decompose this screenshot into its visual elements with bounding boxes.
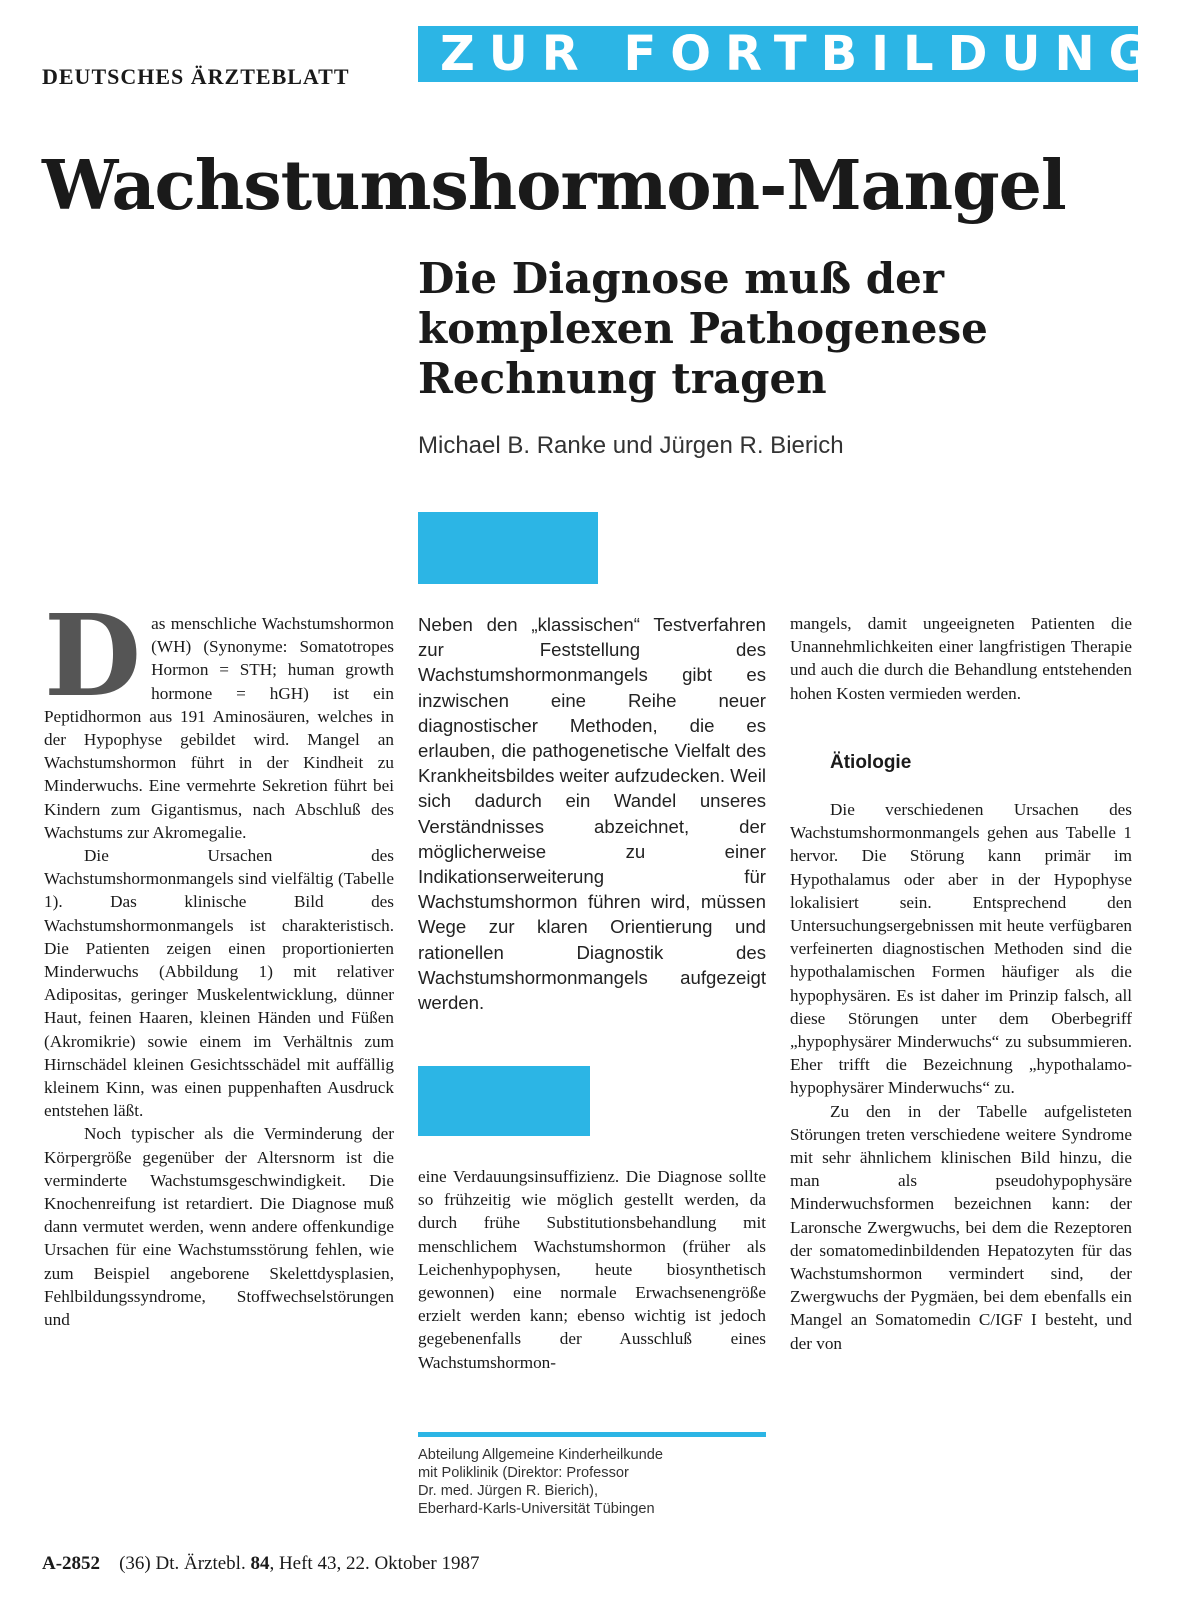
drop-cap: D bbox=[44, 591, 142, 722]
article-authors: Michael B. Ranke und Jürgen R. Bierich bbox=[418, 432, 844, 459]
paragraph: Die verschiedenen Ursachen des Wachstumshormonmangels gehen aus Tabelle 1 hervor. Die Störung kann primär im Hypothalamus oder aber in der Hypophyse lokalisiert sein. Entsprechend den Untersuchungsergebnissen mit heute verfügbaren verfeinerten diagnostischen Methoden sind die hypothalamischen Formen häufiger als die hypophysären. Es ist daher im Prinzip falsch, all diese Störungen unter dem Oberbegriff „hypophysärer Minderwuchs“ zu subsummieren. Eher trifft die Bezeichnung „hypothalamo-hypophysärer Minderwuchs“ zu. bbox=[790, 800, 1132, 1098]
decorative-blue-box bbox=[418, 1066, 590, 1136]
paragraph: eine Verdauungsinsuffizienz. Die Diagnose sollte so frühzeitig wie möglich gestellt werden, da durch frühe Substitutionsbehandlung mit menschlichem Wachstumshormon (früher als Leichenhypophysen, heute biosynthetisch gewonnen) eine normale Erwachsenengröße erzielt werden kann; ebenso wichtig ist jedoch gegebenenfalls der Ausschluß eines Wachstumshormon- bbox=[418, 1167, 766, 1372]
article-lead bbox=[418, 612, 766, 1015]
volume-number: 84 bbox=[250, 1553, 270, 1574]
column-3 bbox=[790, 612, 1132, 1355]
decorative-blue-box bbox=[418, 512, 598, 584]
section-label: ZUR FORTBILDUNG bbox=[440, 26, 1163, 82]
page-number: A-2852 bbox=[42, 1553, 101, 1574]
issue-info: , Heft 43, 22. Oktober 1987 bbox=[269, 1553, 480, 1574]
paragraph: mangels, damit ungeeigneten Patienten die Unannehmlichkeiten einer langfristigen Therapie und auch die durch die Behandlung entstehenden hohen Kosten vermieden werden. bbox=[790, 614, 1132, 703]
column-2 bbox=[418, 1165, 766, 1374]
paragraph: Das menschliche Wachstumshormon (WH) (Synonyme: Somatotropes Hormon = STH; human growth hormone = hGH) ist ein Peptidhormon aus 191 Aminosäuren, welches in der Hypophyse gebildet wird. Mangel an Wachstumshormon führt in der Kindheit zu Minderwuchs. Eine vermehrte Sekretion führt bei Kindern zum Gigantismus, nach Abschluß des Wachstums zur Akromegalie. bbox=[44, 591, 394, 842]
page-number-alt: (36) bbox=[119, 1553, 151, 1574]
section-banner bbox=[418, 26, 1163, 82]
journal-name: Dt. Ärztebl. bbox=[155, 1553, 246, 1574]
affiliation-divider bbox=[418, 1432, 766, 1437]
paragraph: Die Ursachen des Wachstumshormonmangels sind vielfältig (Tabelle 1). Das klinische Bild des Wachstumshormonmangels ist charakteristisch. Die Patienten zeigen einen proportionierten Minderwuchs (Abbildung 1) mit relativer Adipositas, geringer Muskelentwicklung, dünner Haut, feinen Haaren, kleinen Händen und Füßen (Akromikrie) sowie einem im Verhältnis zum Hirnschädel kleinen Gesichtsschädel mit auffällig kleinem Kinn, was einen puppenhaften Ausdruck entstehen läßt. bbox=[44, 846, 394, 1121]
author-affiliation: Abteilung Allgemeine Kinderheilkunde mit Poliklinik (Direktor: Professor Dr. med. Jürgen R. Bierich), Eberhard-Karls-Universität Tübingen bbox=[418, 1447, 664, 1517]
paragraph: Zu den in der Tabelle aufgelisteten Störungen treten verschiedene weitere Syndrome mit sehr ähnlichem klinischen Bild hinzu, die man als pseudohypophysäre Minderwuchsformen bezeichnen kann: der Laronsche Zwergwuchs, bei dem die Rezeptoren der somatomedinbildenden Hepatozyten für das Wachstumshormon vermindert sind, der Zwergwuchs der Pygmäen, bei dem ebenfalls ein Mangel an Somatomedin C/IGF I besteht, und der von bbox=[790, 1101, 1132, 1353]
column-1 bbox=[44, 591, 394, 1331]
section-heading: Ätiologie bbox=[830, 751, 912, 773]
lead-paragraph: Neben den „klassischen“ Testverfahren zur Feststellung des Wachstumshormonmangels gibt es inzwischen eine Reihe neuer diagnostischer Methoden, die es erlauben, die pathogenetische Vielfalt des Krankheitsbildes weiter aufzudecken. Weil sich dadurch ein Wandel unseres Verständnisses abzeichnet, der möglicherweise zu einer Indikationserweiterung für Wachstumshormon führen wird, müssen Wege zur klaren Orientierung und rationellen Diagnostik des Wachstumshormonmangels aufgezeigt werden. bbox=[418, 614, 766, 1014]
page-footer bbox=[42, 1553, 479, 1575]
article-title: Wachstumshormon-Mangel bbox=[42, 146, 1066, 226]
publication-masthead: DEUTSCHES ÄRZTEBLATT bbox=[42, 64, 350, 89]
paragraph: Noch typischer als die Verminderung der Körpergröße gegenüber der Altersnorm ist die verminderte Wachstumsgeschwindigkeit. Die Knochenreifung ist retardiert. Die Diagnose muß dann vermutet werden, wenn andere offenkundige Ursachen für eine Wachstumsstörung fehlen, wie zum Beispiel angeborene Skelettdysplasien, Fehlbildungssyndrome, Stoffwechselstörungen und bbox=[44, 1124, 394, 1330]
article-subtitle: Die Diagnose muß der komplexen Pathogenese Rechnung tragen bbox=[418, 254, 988, 403]
